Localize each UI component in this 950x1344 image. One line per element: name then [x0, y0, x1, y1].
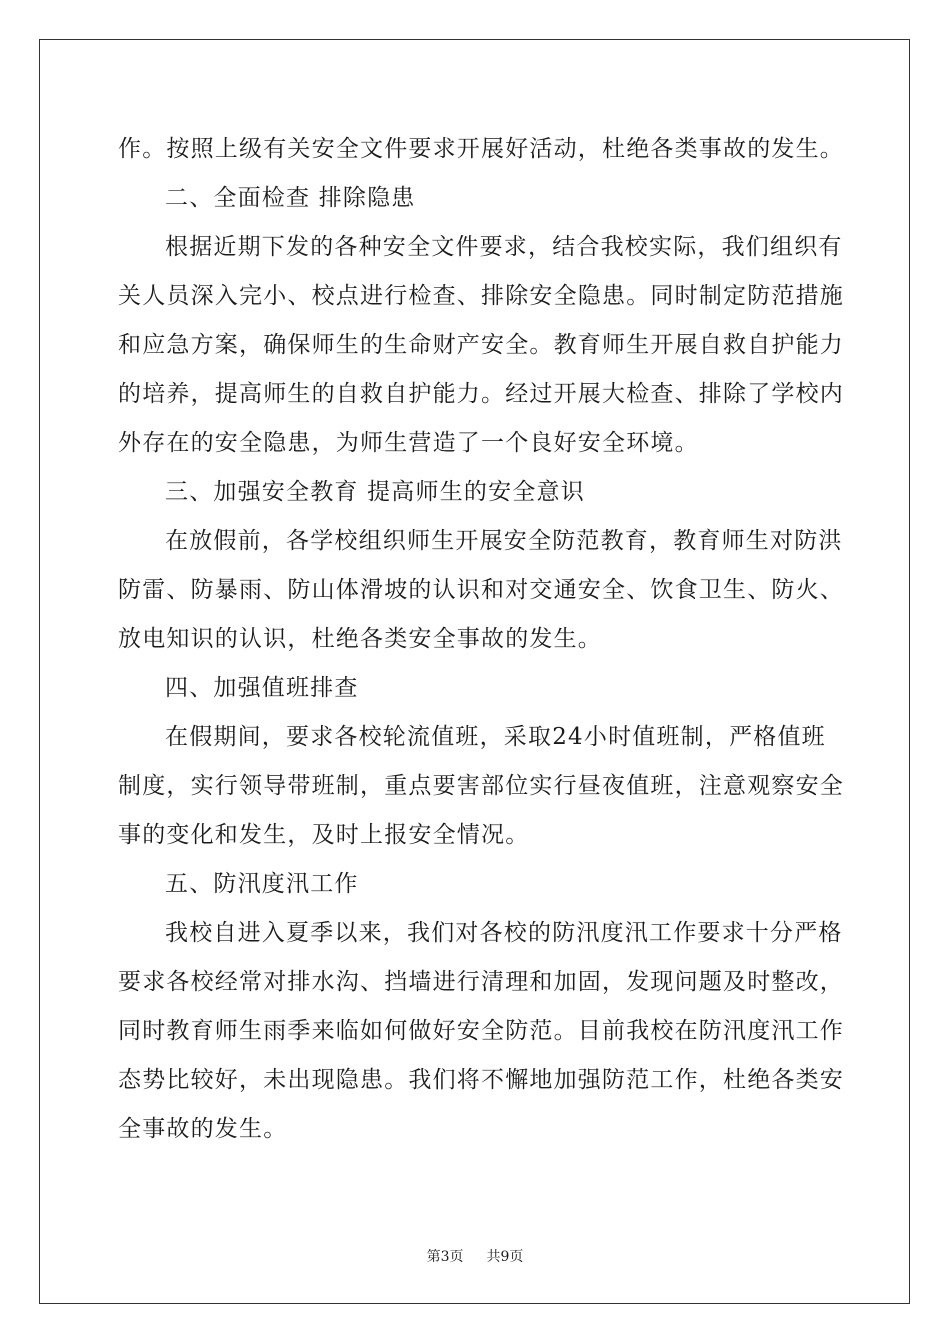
text-line: 态势比较好，未出现隐患。我们将不懈地加强防范工作，杜绝各类安 — [118, 1067, 844, 1093]
section-heading: 二、全面检查 排除隐患 — [165, 185, 416, 211]
text-line: 的培养，提高师生的自救自护能力。经过开展大检查、排除了学校内 — [118, 381, 844, 407]
section-heading: 四、加强值班排查 — [165, 675, 359, 701]
text-line: 在放假前，各学校组织师生开展安全防范教育，教育师生对防洪 — [165, 528, 843, 554]
text-line: 关人员深入完小、校点进行检查、排除安全隐患。同时制定防范措施 — [118, 283, 844, 309]
text-line: 在假期间，要求各校轮流值班，采取24小时值班制，严格值班 — [165, 724, 826, 750]
text-line: 制度，实行领导带班制，重点要害部位实行昼夜值班，注意观察安全 — [118, 773, 844, 799]
text-line: 我校自进入夏季以来，我们对各校的防汛度汛工作要求十分严格 — [165, 920, 843, 946]
section-heading: 五、防汛度汛工作 — [165, 871, 359, 897]
text-line: 和应急方案，确保师生的生命财产安全。教育师生开展自救自护能力 — [118, 332, 844, 358]
page-number: 第3页 — [426, 1249, 464, 1265]
document-body — [118, 125, 844, 1154]
text-line: 作。按照上级有关安全文件要求开展好活动，杜绝各类事故的发生。 — [118, 136, 844, 162]
text-line: 放电知识的认识，杜绝各类安全事故的发生。 — [118, 626, 602, 652]
text-line: 要求各校经常对排水沟、挡墙进行清理和加固，发现问题及时整改， — [118, 969, 844, 995]
section-heading: 三、加强安全教育 提高师生的安全意识 — [165, 479, 585, 505]
page-total: 共9页 — [486, 1249, 524, 1265]
page-footer — [0, 1246, 950, 1266]
text-line: 根据近期下发的各种安全文件要求，结合我校实际，我们组织有 — [165, 234, 843, 260]
text-line: 防雷、防暴雨、防山体滑坡的认识和对交通安全、饮食卫生、防火、 — [118, 577, 844, 603]
text-line: 事的变化和发生，及时上报安全情况。 — [118, 822, 530, 848]
text-line: 全事故的发生。 — [118, 1116, 288, 1142]
text-line: 同时教育师生雨季来临如何做好安全防范。目前我校在防汛度汛工作 — [118, 1018, 844, 1044]
text-line: 外存在的安全隐患，为师生营造了一个良好安全环境。 — [118, 430, 699, 456]
